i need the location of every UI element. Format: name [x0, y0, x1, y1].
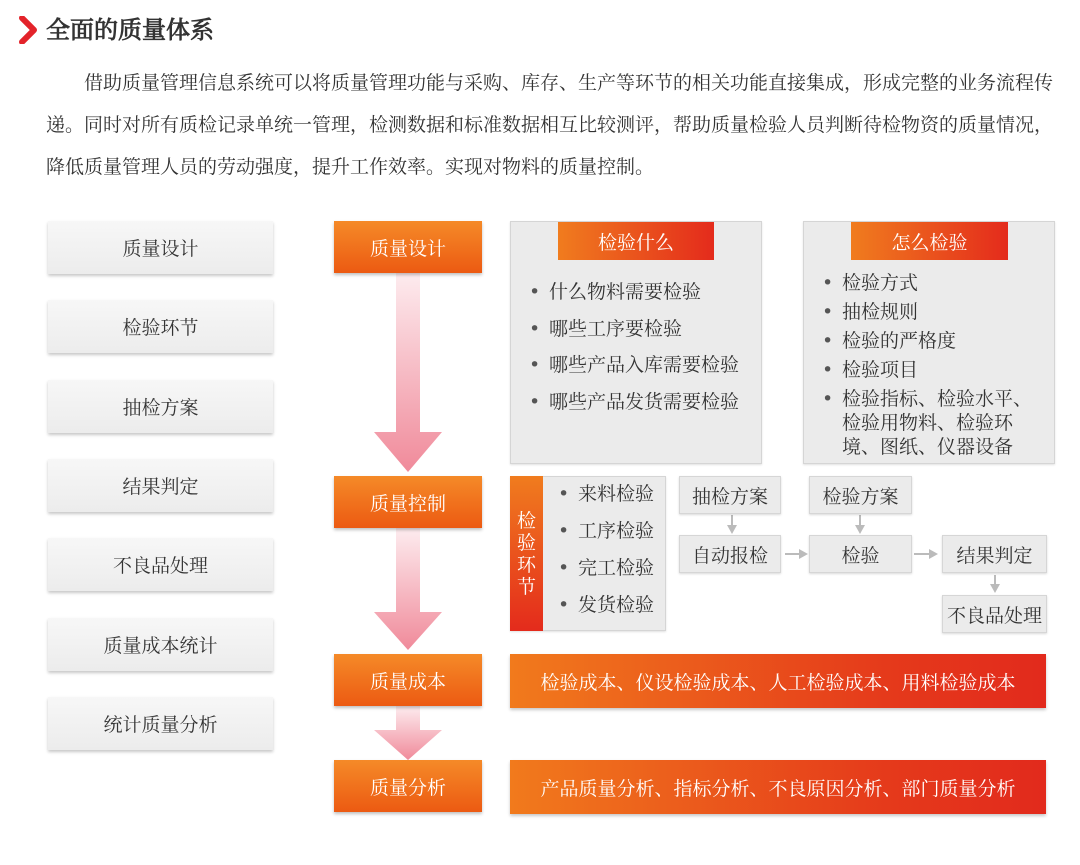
quality-cost-bar: 检验成本、仪设检验成本、人工检验成本、用料检验成本: [510, 654, 1046, 708]
stage-quality-cost[interactable]: 质量成本: [334, 654, 482, 706]
sidebar-item-quality-cost-stats[interactable]: 质量成本统计: [48, 618, 273, 671]
flow-inspection-plan: 检验方案: [809, 476, 912, 514]
intro-paragraph: 借助质量管理信息系统可以将质量管理功能与采购、库存、生产等环节的相关功能直接集成，形成完整的业务流程传递。同时对所有质检记录单统一管理，检测数据和标准数据相互比较测评，帮助质量检验人员判断待检物资的质量情况，降低质量管理人员的劳动强度，提升工作效率。实现对物料的质量控制。: [46, 72, 1054, 178]
title-marker-icon: [18, 16, 40, 44]
how-to-inspect-tab: 怎么检验: [851, 222, 1008, 260]
stage-quality-analysis[interactable]: 质量分析: [334, 760, 482, 812]
inspection-link-list: [556, 476, 654, 624]
list-item: • 哪些工序要检验: [527, 311, 739, 348]
stage-quality-control[interactable]: 质量控制: [334, 476, 482, 528]
flow-defect-handling: 不良品处理: [942, 595, 1047, 633]
list-item: • 检验项目: [820, 358, 1046, 382]
flow-sampling-plan: 抽检方案: [679, 476, 781, 514]
list-item: • 哪些产品入库需要检验: [527, 347, 739, 384]
list-item: • 检验的严格度: [820, 329, 1046, 353]
what-to-inspect-panel: [510, 221, 762, 464]
list-item: • 什么物料需要检验: [527, 274, 739, 311]
sidebar-item-result-judgement[interactable]: 结果判定: [48, 459, 273, 512]
quality-analysis-bar: 产品质量分析、指标分析、不良原因分析、部门质量分析: [510, 760, 1046, 814]
list-item: • 检验方式: [820, 271, 1046, 295]
how-to-inspect-panel: [803, 221, 1055, 464]
list-item: • 检验指标、检验水平、检验用物料、检验环境、图纸、仪器设备: [820, 387, 1046, 459]
stage-quality-design[interactable]: 质量设计: [334, 221, 482, 273]
sidebar-item-inspection-link[interactable]: 检验环节: [48, 300, 273, 353]
list-item: • 工序检验: [556, 513, 654, 550]
sidebar-item-statistical-analysis[interactable]: 统计质量分析: [48, 697, 273, 750]
sidebar-item-defect-handling[interactable]: 不良品处理: [48, 538, 273, 591]
how-to-inspect-list: [820, 271, 1046, 464]
flow-down-arrow-icon: [370, 706, 446, 762]
page-title: 全面的质量体系: [46, 16, 214, 44]
sidebar-item-sampling-plan[interactable]: 抽检方案: [48, 380, 273, 433]
list-item: • 完工检验: [556, 550, 654, 587]
flow-inspect: 检验: [809, 535, 912, 573]
list-item: • 来料检验: [556, 476, 654, 513]
list-item: • 哪些产品发货需要检验: [527, 384, 739, 421]
what-to-inspect-list: [527, 274, 739, 420]
inspection-link-vertical-tab: 检验环节: [510, 476, 543, 631]
list-item: • 抽检规则: [820, 300, 1046, 324]
flow-result-judgement: 结果判定: [942, 535, 1047, 573]
flow-auto-report: 自动报检: [679, 535, 781, 573]
what-to-inspect-tab: 检验什么: [558, 222, 714, 260]
list-item: • 发货检验: [556, 587, 654, 624]
flow-down-arrow-icon: [370, 528, 446, 652]
sidebar-item-quality-design[interactable]: 质量设计: [48, 221, 273, 274]
flow-down-arrow-icon: [370, 272, 446, 476]
